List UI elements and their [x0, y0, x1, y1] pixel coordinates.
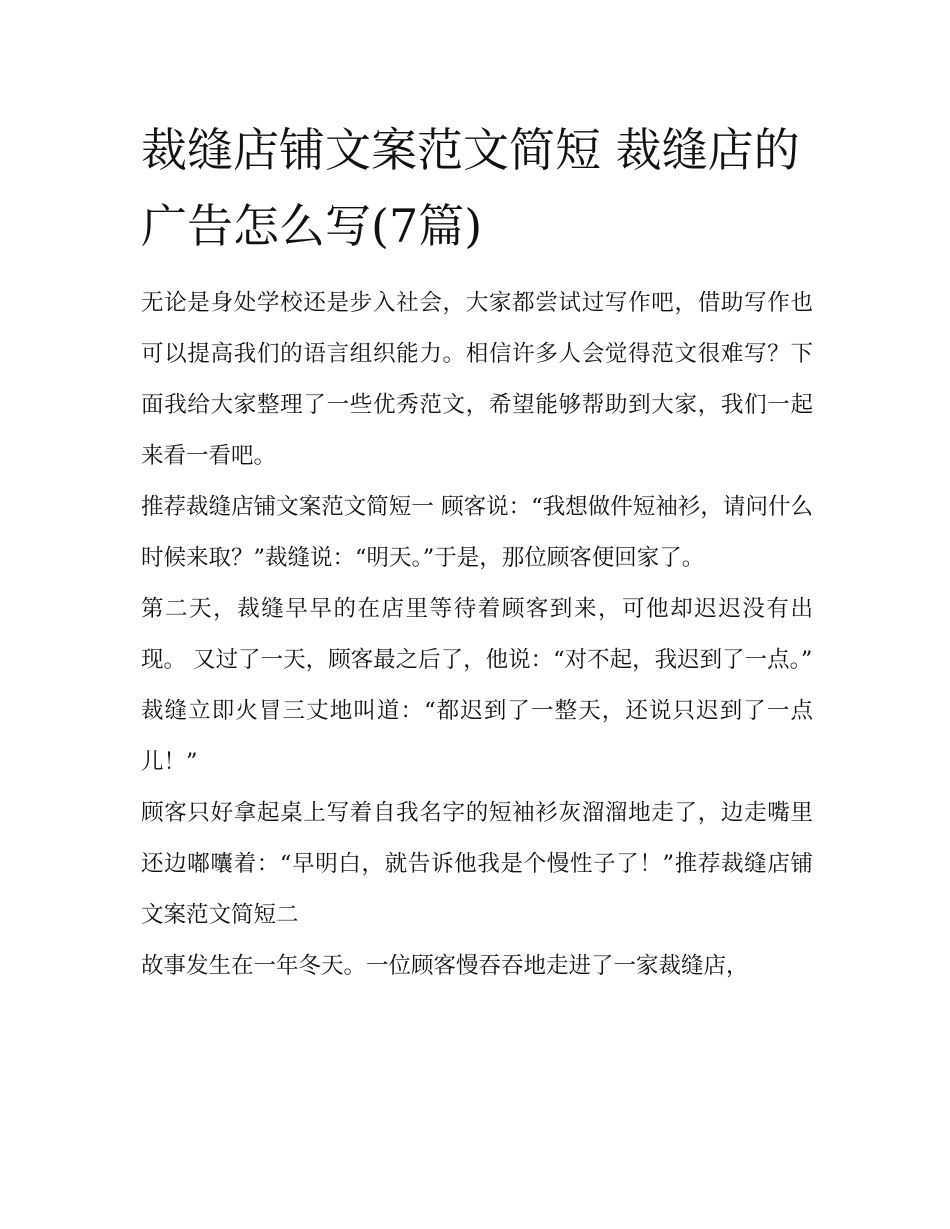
paragraph-customer-leaves: 顾客只好拿起桌上写着自我名字的短袖衫灰溜溜地走了，边走嘴里还边嘟囔着：“早明白，就告诉他我是个慢性子了！”推荐裁缝店铺文案范文简短二	[141, 800, 813, 928]
paragraph-intro: 无论是身处学校还是步入社会，大家都尝试过写作吧，借助写作也可以提高我们的语言组织能力。相信许多人会觉得范文很难写？下面我给大家整理了一些优秀范文，希望能够帮助到大家，我们一起来看一看吧。	[141, 290, 813, 469]
document-title: 裁缝店铺文案范文简短 裁缝店的广告怎么写(7篇)	[141, 123, 800, 253]
paragraph-story-two-start: 故事发生在一年冬天。一位顾客慢吞吞地走进了一家裁缝店，	[141, 953, 749, 979]
document-page	[141, 112, 813, 992]
paragraph-second-day: 第二天，裁缝早早的在店里等待着顾客到来，可他却迟迟没有出现。 又过了一天，顾客最之后了，他说：“对不起，我迟到了一点。”	[141, 596, 813, 673]
paragraph-tailor-angry: 裁缝立即火冒三丈地叫道：“都迟到了一整天，还说只迟到了一点儿！”	[141, 698, 813, 775]
paragraph-story-one-start: 推荐裁缝店铺文案范文简短一 顾客说：“我想做件短袖衫，请问什么时候来取？”裁缝说：“明天。”于是，那位顾客便回家了。	[141, 494, 813, 571]
